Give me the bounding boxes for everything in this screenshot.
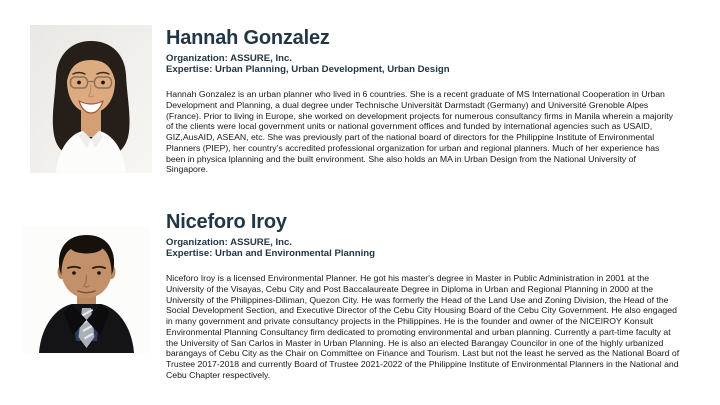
profile-photo-niceforo-iroy xyxy=(23,227,150,353)
profile-expertise: Expertise: Urban Planning, Urban Development, Urban Design xyxy=(166,63,450,75)
profile-organization: Organization: ASSURE, Inc. xyxy=(166,53,292,64)
profile-photo-hannah-gonzalez xyxy=(30,25,152,173)
portrait-woman-icon xyxy=(30,25,152,173)
profile-niceforo-iroy xyxy=(166,211,682,381)
profile-bio: Niceforo Iroy is a licensed Environmental Planner. He got his master's degree in Master in Public Administration in 2001 at the University of the Visayas, Cebu City and Post Baccalaureate Degree in Diploma in Urban and Regional Planning in 2000 at the University of the Philippines-Diliman, Quezon City. He was formerly the Head of the Land Use and Zoning Division, the Head of the Social Development Section, and Executive Director of the Cebu City Housing Board of the Cebu City Government. He also engaged in many government and private consultancy projects in the Philippines. He is the founder and owner of the NICEIROY Konsult Environmental Planning Consultancy firm dedicated to promoting environmental and urban planning. Currently a part-time faculty at the University of San Carlos in Master in Urban Planning. He is also an elected Barangay Councilor in one of the highly urbanized barangays of Cebu City as the Chair on Committee on Finance and Tourism. Last but not the least he served as the National Board of Trustee 2017-2018 and currently Board of Trustee 2021-2022 of the Philippine Institute of Environmental Planners in the National and Cebu Chapter respectively. xyxy=(166,273,680,380)
profile-name: Hannah Gonzalez xyxy=(166,27,330,49)
profile-organization: Organization: ASSURE, Inc. xyxy=(166,237,292,248)
portrait-man-icon xyxy=(23,227,150,353)
profile-name: Niceforo Iroy xyxy=(166,211,287,233)
profile-expertise: Expertise: Urban and Environmental Planning xyxy=(166,247,375,259)
profile-hannah-gonzalez xyxy=(166,27,679,175)
profile-bio: Hannah Gonzalez is an urban planner who lived in 6 countries. She is a recent graduate of MS International Cooperation in Urban Development and Planning, a dual degree under Technische Universität Darmstadt (Germany) and Université Grenoble Alpes (France). Prior to living in Europe, she worked on development projects for numerous consultancy firms in Manila wherein a majority of the clients were local government units or national government offices and funded by international agencies such as USAID, GIZ,AusAID, ASEAN, etc. She was previously part of the national board of directors for the Philippine Institute of Environmental Planners (PIEP), her country’s accredited professional organization for urban and regional planners. Much of her experience has been in physica lplanning and the built environment. She also holds an MA in Urban Design from the National University of Singapore. xyxy=(166,89,673,175)
